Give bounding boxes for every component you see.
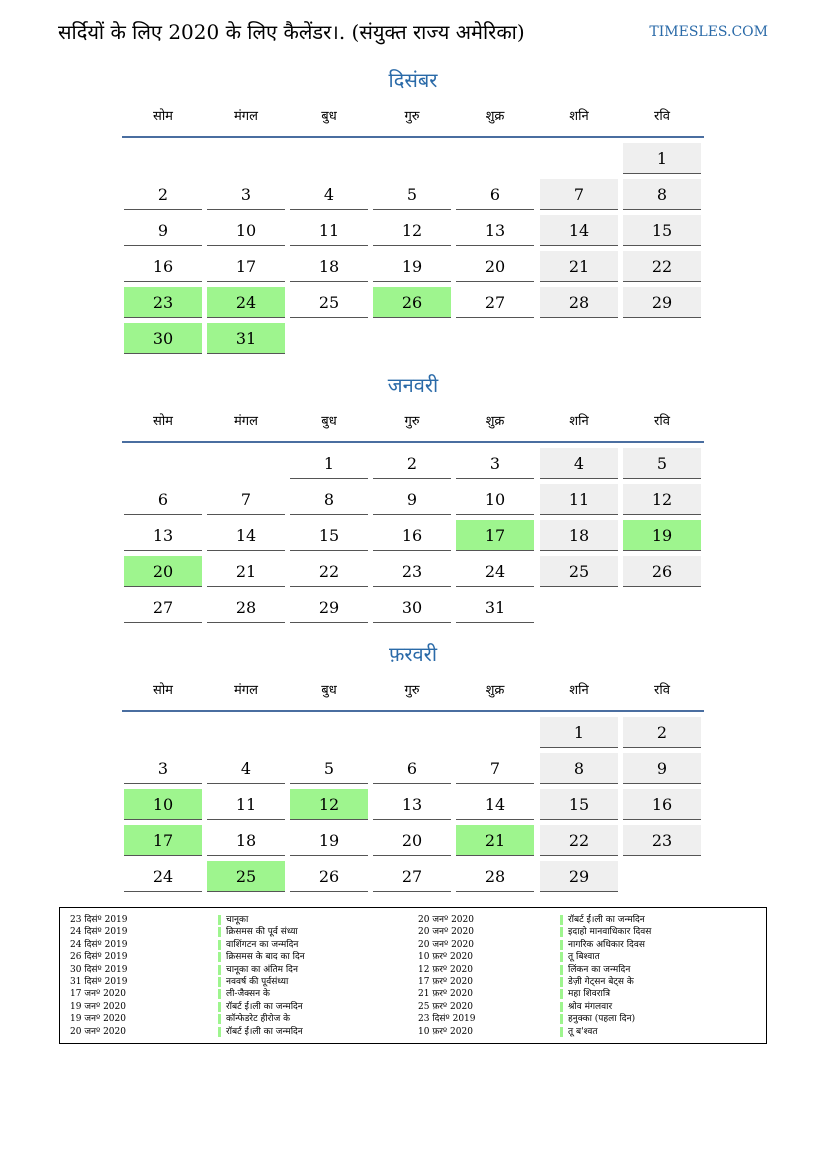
- header-rule: [122, 710, 704, 712]
- weekday-header: [122, 106, 704, 128]
- holiday-day-cell[interactable]: 25: [207, 861, 285, 892]
- day-cell[interactable]: 9: [373, 484, 451, 515]
- weekday-label: रवि: [654, 414, 670, 429]
- day-cell[interactable]: 12: [623, 484, 701, 515]
- day-cell[interactable]: 13: [124, 520, 202, 551]
- legend-date: 24 दिसंº 2019: [70, 927, 128, 938]
- legend-date: 17 फ़रº 2020: [418, 977, 473, 987]
- weekday-header: [122, 680, 704, 702]
- weekday-label: शुक्र: [485, 109, 505, 124]
- day-cell[interactable]: 25: [540, 556, 618, 587]
- weekday-label: गुरु: [404, 414, 420, 429]
- day-cell[interactable]: 23: [623, 825, 701, 856]
- day-cell[interactable]: 6: [373, 753, 451, 784]
- day-cell[interactable]: 7: [540, 179, 618, 210]
- holiday-day-cell[interactable]: 30: [124, 323, 202, 354]
- day-cell[interactable]: 30: [373, 592, 451, 623]
- legend-holiday-name: कॉन्फेडरेट हीरोज के: [226, 1014, 291, 1025]
- month-name: फ़रवरी: [388, 642, 438, 666]
- legend-holiday-name: चानूका का अंतिम दिन: [226, 964, 298, 975]
- day-cell[interactable]: 6: [456, 179, 534, 210]
- legend-holiday-name: चानूका: [226, 915, 249, 925]
- weekday-header: [122, 411, 704, 433]
- legend-marker: [218, 1002, 221, 1012]
- day-cell[interactable]: 27: [373, 861, 451, 892]
- day-cell[interactable]: 28: [456, 861, 534, 892]
- day-cell[interactable]: 18: [290, 251, 368, 282]
- day-cell[interactable]: 18: [207, 825, 285, 856]
- day-cell[interactable]: 26: [623, 556, 701, 587]
- day-cell[interactable]: 21: [207, 556, 285, 587]
- holiday-day-cell[interactable]: 31: [207, 323, 285, 354]
- legend-marker: [218, 915, 221, 925]
- legend-holiday-name: डेज़ी गेट्सन बेट्स के: [568, 977, 634, 987]
- header-rule: [122, 441, 704, 443]
- legend-holiday-name: रॉबर्ट ई।ली का जन्मदिन: [226, 1026, 303, 1037]
- day-cell[interactable]: 27: [124, 592, 202, 623]
- day-cell[interactable]: 14: [207, 520, 285, 551]
- holiday-day-cell[interactable]: 26: [373, 287, 451, 318]
- holiday-day-cell[interactable]: 19: [623, 520, 701, 551]
- legend-date: 10 फ़रº 2020: [418, 952, 473, 963]
- month-name: जनवरी: [387, 373, 439, 397]
- legend-date: 31 दिसंº 2019: [70, 977, 128, 987]
- legend-marker: [560, 1027, 563, 1037]
- day-cell[interactable]: 7: [207, 484, 285, 515]
- weekday-label: मंगल: [234, 683, 258, 698]
- legend-date: 30 दिसंº 2019: [70, 964, 128, 975]
- day-cell[interactable]: 5: [373, 179, 451, 210]
- day-cell[interactable]: 29: [623, 287, 701, 318]
- weekday-label: सोम: [153, 683, 173, 698]
- legend-holiday-name: नागरिक अधिकार दिवस: [568, 939, 645, 950]
- weekday-label: रवि: [654, 109, 670, 124]
- day-cell[interactable]: 16: [124, 251, 202, 282]
- weekday-label: बुध: [321, 414, 337, 429]
- legend-holiday-name: इदाहो मानवाधिकार दिवस: [568, 927, 652, 938]
- day-cell[interactable]: 19: [373, 251, 451, 282]
- day-cell[interactable]: 6: [124, 484, 202, 515]
- day-cell[interactable]: 16: [623, 789, 701, 820]
- legend-marker: [218, 927, 221, 937]
- page-header: [58, 18, 768, 48]
- day-cell[interactable]: 20: [456, 251, 534, 282]
- day-cell[interactable]: 9: [623, 753, 701, 784]
- legend-date: 17 जनº 2020: [70, 989, 126, 1000]
- weekday-label: शनि: [569, 414, 589, 429]
- day-cell[interactable]: 22: [290, 556, 368, 587]
- day-cell[interactable]: 21: [540, 251, 618, 282]
- weekday-label: सोम: [153, 109, 173, 124]
- day-cell[interactable]: 1: [290, 448, 368, 479]
- weekday-label: शुक्र: [485, 414, 505, 429]
- day-cell[interactable]: 8: [540, 753, 618, 784]
- legend-holiday-name: रॉबर्ट ई।ली का जन्मदिन: [226, 1001, 303, 1012]
- day-cell[interactable]: 27: [456, 287, 534, 318]
- holiday-day-cell[interactable]: 24: [207, 287, 285, 318]
- day-cell[interactable]: 3: [456, 448, 534, 479]
- day-cell[interactable]: 2: [373, 448, 451, 479]
- day-cell[interactable]: 31: [456, 592, 534, 623]
- day-cell[interactable]: 28: [540, 287, 618, 318]
- day-cell[interactable]: 19: [290, 825, 368, 856]
- legend-holiday-name: रॉबर्ट ई।ली का जन्मदिन: [568, 915, 645, 925]
- legend-holiday-name: महा शिवरात्रि: [568, 989, 611, 1000]
- site-link[interactable]: TIMESLES.COM: [649, 24, 768, 40]
- day-cell[interactable]: 5: [290, 753, 368, 784]
- day-cell[interactable]: 13: [373, 789, 451, 820]
- day-cell[interactable]: 20: [373, 825, 451, 856]
- weekday-label: गुरु: [404, 683, 420, 698]
- day-cell[interactable]: 4: [540, 448, 618, 479]
- legend-date: 20 जनº 2020: [418, 939, 474, 950]
- legend-holiday-name: वाशिंगटन का जन्मदिन: [226, 939, 299, 950]
- legend-date: 19 जनº 2020: [70, 1014, 126, 1025]
- day-cell[interactable]: 10: [456, 484, 534, 515]
- legend-date: 12 फ़रº 2020: [418, 964, 473, 975]
- legend-marker: [560, 952, 563, 962]
- holiday-day-cell[interactable]: 23: [124, 287, 202, 318]
- legend-date: 25 फ़रº 2020: [418, 1001, 473, 1012]
- day-cell[interactable]: 7: [456, 753, 534, 784]
- day-cell[interactable]: 4: [290, 179, 368, 210]
- weekday-label: मंगल: [234, 414, 258, 429]
- legend-date: 21 फ़रº 2020: [418, 989, 473, 1000]
- legend-marker: [218, 977, 221, 987]
- legend-date: 23 दिसंº 2019: [418, 1014, 476, 1025]
- legend-holiday-name: क्रिसमस की पूर्व संध्या: [226, 927, 298, 938]
- legend-holiday-name: ली-जैक्सन के: [226, 989, 270, 1000]
- legend-holiday-name: तू ब'श्वत: [568, 1026, 598, 1037]
- weekday-label: सोम: [153, 414, 173, 429]
- legend-marker: [218, 989, 221, 999]
- day-cell[interactable]: 29: [540, 861, 618, 892]
- day-cell[interactable]: 14: [540, 215, 618, 246]
- legend-marker: [560, 977, 563, 987]
- day-cell[interactable]: 18: [540, 520, 618, 551]
- legend-marker: [218, 965, 221, 975]
- day-cell[interactable]: 5: [623, 448, 701, 479]
- weekday-label: मंगल: [234, 109, 258, 124]
- day-cell[interactable]: 2: [124, 179, 202, 210]
- legend-marker: [560, 940, 563, 950]
- weekday-label: रवि: [654, 683, 670, 698]
- legend-holiday-name: श्रोव मंगलवार: [568, 1001, 613, 1012]
- legend-holiday-name: नववर्ष की पूर्वसंध्या: [226, 977, 289, 987]
- weekday-label: शनि: [569, 109, 589, 124]
- legend-marker: [218, 1014, 221, 1024]
- day-cell[interactable]: 1: [540, 717, 618, 748]
- holiday-day-cell[interactable]: 17: [456, 520, 534, 551]
- day-cell[interactable]: 13: [456, 215, 534, 246]
- day-cell[interactable]: 12: [373, 215, 451, 246]
- legend-date: 20 जनº 2020: [418, 915, 474, 925]
- legend-marker: [218, 940, 221, 950]
- legend-holiday-name: तू बिश्वात: [568, 952, 600, 963]
- legend-date: 23 दिसंº 2019: [70, 915, 128, 925]
- legend-date: 24 दिसंº 2019: [70, 939, 128, 950]
- legend-date: 10 फ़रº 2020: [418, 1026, 473, 1037]
- holiday-day-cell[interactable]: 12: [290, 789, 368, 820]
- legend-date: 20 जनº 2020: [70, 1026, 126, 1037]
- day-cell[interactable]: 3: [124, 753, 202, 784]
- holiday-day-cell[interactable]: 21: [456, 825, 534, 856]
- legend-date: 20 जनº 2020: [418, 927, 474, 938]
- weekday-label: गुरु: [404, 109, 420, 124]
- holiday-legend: [59, 907, 767, 1044]
- legend-holiday-name: लिंकन का जन्मदिन: [568, 964, 631, 975]
- day-cell[interactable]: 16: [373, 520, 451, 551]
- legend-marker: [218, 952, 221, 962]
- holiday-day-cell[interactable]: 10: [124, 789, 202, 820]
- day-cell[interactable]: 15: [623, 215, 701, 246]
- legend-marker: [560, 927, 563, 937]
- day-cell[interactable]: 24: [124, 861, 202, 892]
- weekday-label: शनि: [569, 683, 589, 698]
- day-cell[interactable]: 26: [290, 861, 368, 892]
- legend-date: 19 जनº 2020: [70, 1001, 126, 1012]
- day-cell[interactable]: 29: [290, 592, 368, 623]
- header-rule: [122, 136, 704, 138]
- day-cell[interactable]: 11: [207, 789, 285, 820]
- day-cell[interactable]: 25: [290, 287, 368, 318]
- weekday-label: बुध: [321, 109, 337, 124]
- day-cell[interactable]: 11: [290, 215, 368, 246]
- legend-marker: [560, 1014, 563, 1024]
- holiday-day-cell[interactable]: 20: [124, 556, 202, 587]
- day-cell[interactable]: 24: [456, 556, 534, 587]
- legend-marker: [560, 1002, 563, 1012]
- holiday-day-cell[interactable]: 17: [124, 825, 202, 856]
- legend-date: 26 दिसंº 2019: [70, 952, 128, 963]
- day-cell[interactable]: 11: [540, 484, 618, 515]
- day-cell[interactable]: 8: [290, 484, 368, 515]
- day-cell[interactable]: 1: [623, 143, 701, 174]
- day-cell[interactable]: 17: [207, 251, 285, 282]
- day-cell[interactable]: 4: [207, 753, 285, 784]
- day-cell[interactable]: 15: [540, 789, 618, 820]
- legend-marker: [560, 915, 563, 925]
- day-cell[interactable]: 8: [623, 179, 701, 210]
- day-cell[interactable]: 3: [207, 179, 285, 210]
- weekday-label: शुक्र: [485, 683, 505, 698]
- legend-marker: [218, 1027, 221, 1037]
- day-cell[interactable]: 22: [540, 825, 618, 856]
- legend-holiday-name: हनुक्का (पहला दिन): [568, 1014, 636, 1025]
- day-cell[interactable]: 15: [290, 520, 368, 551]
- legend-holiday-name: क्रिसमस के बाद का दिन: [226, 952, 305, 963]
- legend-marker: [560, 965, 563, 975]
- day-cell[interactable]: 10: [207, 215, 285, 246]
- legend-marker: [560, 989, 563, 999]
- day-cell[interactable]: 23: [373, 556, 451, 587]
- day-cell[interactable]: 28: [207, 592, 285, 623]
- day-cell[interactable]: 14: [456, 789, 534, 820]
- day-cell[interactable]: 9: [124, 215, 202, 246]
- page-title: सर्दियों के लिए 2020 के लिए कैलेंडर।. (संयुक्त राज्य अमेरिका): [58, 20, 525, 44]
- month-name: दिसंबर: [388, 68, 438, 92]
- weekday-label: बुध: [321, 683, 337, 698]
- day-cell[interactable]: 22: [623, 251, 701, 282]
- day-cell[interactable]: 2: [623, 717, 701, 748]
